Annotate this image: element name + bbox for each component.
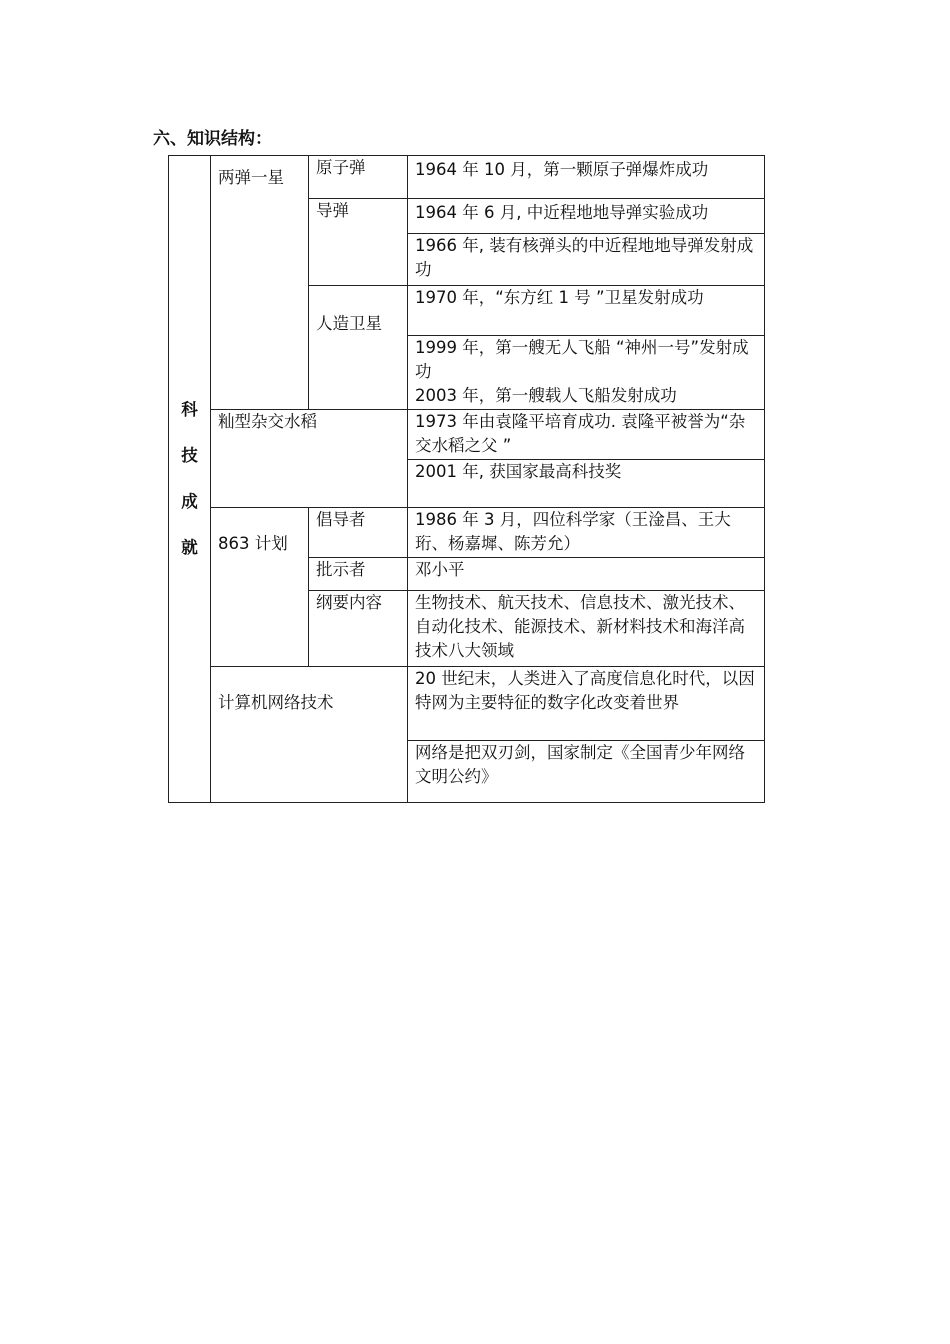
atomic-item-1: 1964 年 10 月，第一颗原子弹爆炸成功 xyxy=(408,156,765,199)
knowledge-structure-table xyxy=(168,155,765,803)
section-heading: 六、知识结构： xyxy=(153,129,272,149)
satellite-item-1: 1970 年，“东方红 1 号 ”卫星发射成功 xyxy=(408,286,765,336)
satellite-item-2: 1999 年，第一艘无人飞船 “神州一号”发射成功 xyxy=(408,336,765,385)
initiators-text: 1986 年 3 月，四位科学家（王淦昌、王大珩、杨嘉墀、陈芳允） xyxy=(408,507,765,557)
category-char-3: 成 xyxy=(181,491,198,511)
content-text: 生物技术、航天技术、信息技术、激光技术、自动化技术、能源技术、新材料技术和海洋高技术八大领域 xyxy=(408,590,765,666)
rice-item-2: 2001 年, 获国家最高科技奖 xyxy=(408,459,765,507)
network-item-2: 网络是把双刃剑，国家制定《全国青少年网络文明公约》 xyxy=(408,740,765,802)
atomic-label: 原子弹 xyxy=(309,156,408,199)
network-label: 计算机网络技术 xyxy=(211,666,408,802)
category-cell xyxy=(169,156,211,803)
rice-item-1: 1973 年由袁隆平培育成功. 袁隆平被誉为“杂交水稻之父 ” xyxy=(408,409,765,459)
plan863-label: 863 计划 xyxy=(211,507,309,666)
approver-label: 批示者 xyxy=(309,557,408,590)
missile-item-1: 1964 年 6 月, 中近程地地导弹实验成功 xyxy=(408,199,765,234)
content-label: 纲要内容 xyxy=(309,590,408,666)
category-char-2: 技 xyxy=(181,445,198,465)
missile-item-2: 1966 年, 装有核弹头的中近程地地导弹发射成功 xyxy=(408,234,765,286)
rice-label: 籼型杂交水稻 xyxy=(211,409,408,507)
network-item-1: 20 世纪末，人类进入了高度信息化时代，以因特网为主要特征的数字化改变着世界 xyxy=(408,666,765,740)
category-char-1: 科 xyxy=(181,399,198,419)
initiators-label: 倡导者 xyxy=(309,507,408,557)
approver-text: 邓小平 xyxy=(408,557,765,590)
missile-label: 导弹 xyxy=(309,199,408,286)
liangdan-label: 两弹一星 xyxy=(211,156,309,410)
satellite-label: 人造卫星 xyxy=(309,286,408,410)
satellite-item-3: 2003 年，第一艘载人飞船发射成功 xyxy=(408,384,765,409)
category-char-4: 就 xyxy=(181,537,198,557)
